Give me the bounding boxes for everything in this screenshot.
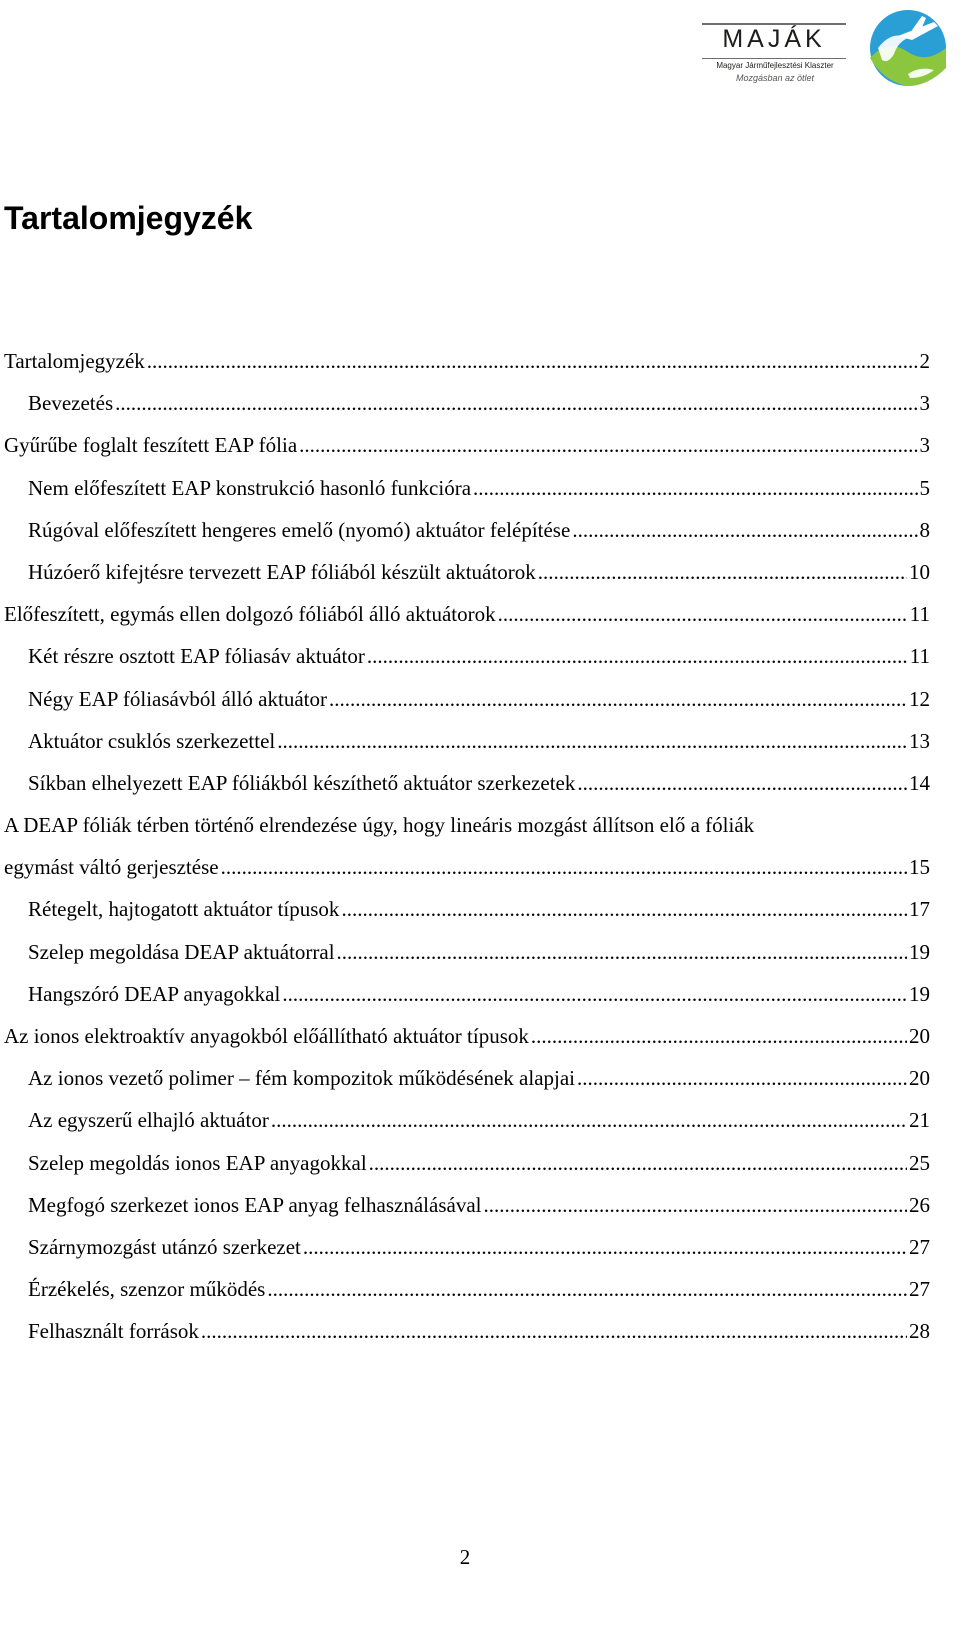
- toc-leader-dots: [473, 467, 917, 509]
- toc-entry[interactable]: [0, 1226, 930, 1268]
- toc-entry-title: Rétegelt, hajtogatott aktuátor típusok: [28, 897, 340, 922]
- toc-leader-dots: [299, 424, 917, 466]
- toc-entry[interactable]: [0, 1057, 930, 1099]
- toc-entry-title: Síkban elhelyezett EAP fóliákból készíthető aktuátor szerkezetek: [28, 770, 576, 795]
- majak-logo: [700, 8, 950, 88]
- toc-page-number: 28: [909, 1319, 930, 1344]
- toc-page-number: 19: [909, 981, 930, 1006]
- page-title: Tartalomjegyzék: [4, 200, 253, 236]
- toc-page-number: 27: [909, 1234, 930, 1259]
- toc-entry-title: Érzékelés, szenzor működés: [28, 1277, 266, 1302]
- toc-entry-title: Megfogó szerkezet ionos EAP anyag felhasználásával: [28, 1192, 482, 1217]
- toc-page-number: 15: [909, 855, 930, 880]
- toc-entry[interactable]: [0, 931, 930, 973]
- toc-entry-title: Rúgóval előfeszített hengeres emelő (nyomó) aktuátor felépítése: [28, 517, 571, 542]
- toc-entry-title: Az ionos vezető polimer – fém kompozitok működésének alapjai: [28, 1066, 576, 1091]
- toc-entry-title-line1: A DEAP fóliák térben történő elrendezése úgy, hogy lineáris mozgást állítson elő a fóliák: [4, 813, 755, 838]
- table-of-contents: [0, 340, 930, 1353]
- toc-page-number: 19: [909, 939, 930, 964]
- toc-leader-dots: [201, 1310, 907, 1352]
- toc-leader-dots: [271, 1099, 907, 1141]
- toc-entry[interactable]: [0, 635, 930, 677]
- toc-page-number: 26: [909, 1192, 930, 1217]
- toc-leader-dots: [267, 1268, 907, 1310]
- toc-entry-title: Szelep megoldása DEAP aktuátorral: [28, 939, 335, 964]
- toc-page-number: 11: [909, 602, 930, 627]
- toc-page-number: 13: [909, 728, 930, 753]
- toc-page-number: 5: [919, 475, 930, 500]
- toc-entry[interactable]: [0, 551, 930, 593]
- toc-leader-dots: [367, 635, 908, 677]
- toc-entry[interactable]: [0, 720, 930, 762]
- toc-entry[interactable]: [0, 973, 930, 1015]
- toc-leader-dots: [147, 340, 918, 382]
- toc-entry-title: Szelep megoldás ionos EAP anyagokkal: [28, 1150, 367, 1175]
- toc-leader-dots: [282, 973, 907, 1015]
- toc-entry-title: Felhasznált források: [28, 1319, 199, 1344]
- toc-entry[interactable]: [0, 888, 930, 930]
- toc-leader-dots: [369, 1142, 907, 1184]
- toc-entry-title: Előfeszített, egymás ellen dolgozó fóliából álló aktuátorok: [4, 602, 496, 627]
- toc-leader-dots: [483, 1184, 907, 1226]
- toc-leader-dots: [329, 678, 907, 720]
- toc-leader-dots: [577, 762, 907, 804]
- toc-leader-dots: [531, 1015, 907, 1057]
- toc-page-number: 17: [909, 897, 930, 922]
- toc-page-number: 21: [909, 1108, 930, 1133]
- toc-page-number: 8: [919, 517, 930, 542]
- toc-page-number: 20: [909, 1024, 930, 1049]
- toc-leader-dots: [538, 551, 907, 593]
- toc-leader-dots: [337, 931, 907, 973]
- toc-entry[interactable]: [0, 593, 930, 635]
- logo-subtitle: Magyar Járműfejlesztési Klaszter: [716, 61, 834, 70]
- footer-page-number: 2: [459, 1545, 471, 1569]
- toc-page-number: 2: [919, 349, 930, 373]
- toc-entry[interactable]: [0, 762, 930, 804]
- toc-entry-title: Az egyszerű elhajló aktuátor: [28, 1108, 269, 1133]
- toc-leader-dots: [303, 1226, 907, 1268]
- toc-entry-title: Aktuátor csuklós szerkezettel: [28, 728, 276, 753]
- toc-entry-title: Húzóerő kifejtésre tervezett EAP fóliából készült aktuátorok: [28, 559, 536, 584]
- toc-page-number: 11: [909, 644, 930, 669]
- toc-entry-title: Hangszóró DEAP anyagokkal: [28, 981, 281, 1006]
- logo-tagline: Mozgásban az ötlet: [735, 73, 815, 83]
- toc-entry[interactable]: [0, 678, 930, 720]
- toc-page-number: 25: [909, 1150, 930, 1175]
- toc-entry-title: Az ionos elektroaktív anyagokból előállítható aktuátor típusok: [4, 1024, 529, 1049]
- toc-page-number: 27: [909, 1277, 930, 1302]
- toc-leader-dots: [115, 382, 917, 424]
- toc-entry-title: Tartalomjegyzék: [4, 349, 145, 373]
- toc-entry[interactable]: [0, 804, 930, 888]
- toc-leader-dots: [498, 593, 908, 635]
- toc-entry-title: Két részre osztott EAP fóliasáv aktuátor: [28, 644, 365, 669]
- logo-name: MAJÁK: [722, 25, 826, 53]
- toc-leader-dots: [221, 846, 907, 888]
- toc-page-number: 3: [919, 391, 930, 416]
- toc-leader-dots: [572, 509, 917, 551]
- toc-entry-title: Gyűrűbe foglalt feszített EAP fólia: [4, 433, 298, 458]
- toc-entry[interactable]: [0, 424, 930, 466]
- toc-entry-title: Nem előfeszített EAP konstrukció hasonló funkcióra: [28, 475, 472, 500]
- toc-entry[interactable]: [0, 509, 930, 551]
- toc-page-number: 12: [909, 686, 930, 711]
- toc-entry[interactable]: [0, 1099, 930, 1141]
- toc-page-number: 3: [919, 433, 930, 458]
- logo-divider-bottom: [702, 58, 846, 59]
- toc-entry-title: egymást váltó gerjesztése: [4, 855, 219, 880]
- toc-entry[interactable]: [0, 340, 930, 382]
- toc-page-number: 20: [909, 1066, 930, 1091]
- toc-page-number: 14: [909, 770, 930, 795]
- toc-entry[interactable]: [0, 1015, 930, 1057]
- toc-entry-title: Bevezetés: [28, 391, 114, 416]
- toc-leader-dots: [577, 1057, 907, 1099]
- toc-entry[interactable]: [0, 1268, 930, 1310]
- toc-page-number: 10: [909, 559, 930, 584]
- toc-entry-title: Négy EAP fóliasávból álló aktuátor: [28, 686, 327, 711]
- toc-entry[interactable]: [0, 1142, 930, 1184]
- toc-entry[interactable]: [0, 467, 930, 509]
- toc-entry[interactable]: [0, 1310, 930, 1352]
- toc-entry[interactable]: [0, 382, 930, 424]
- toc-leader-dots: [341, 888, 907, 930]
- toc-entry-title: Szárnymozgást utánzó szerkezet: [28, 1234, 301, 1259]
- toc-entry[interactable]: [0, 1184, 930, 1226]
- logo-airplane-swirl-icon: [868, 8, 948, 88]
- toc-leader-dots: [277, 720, 907, 762]
